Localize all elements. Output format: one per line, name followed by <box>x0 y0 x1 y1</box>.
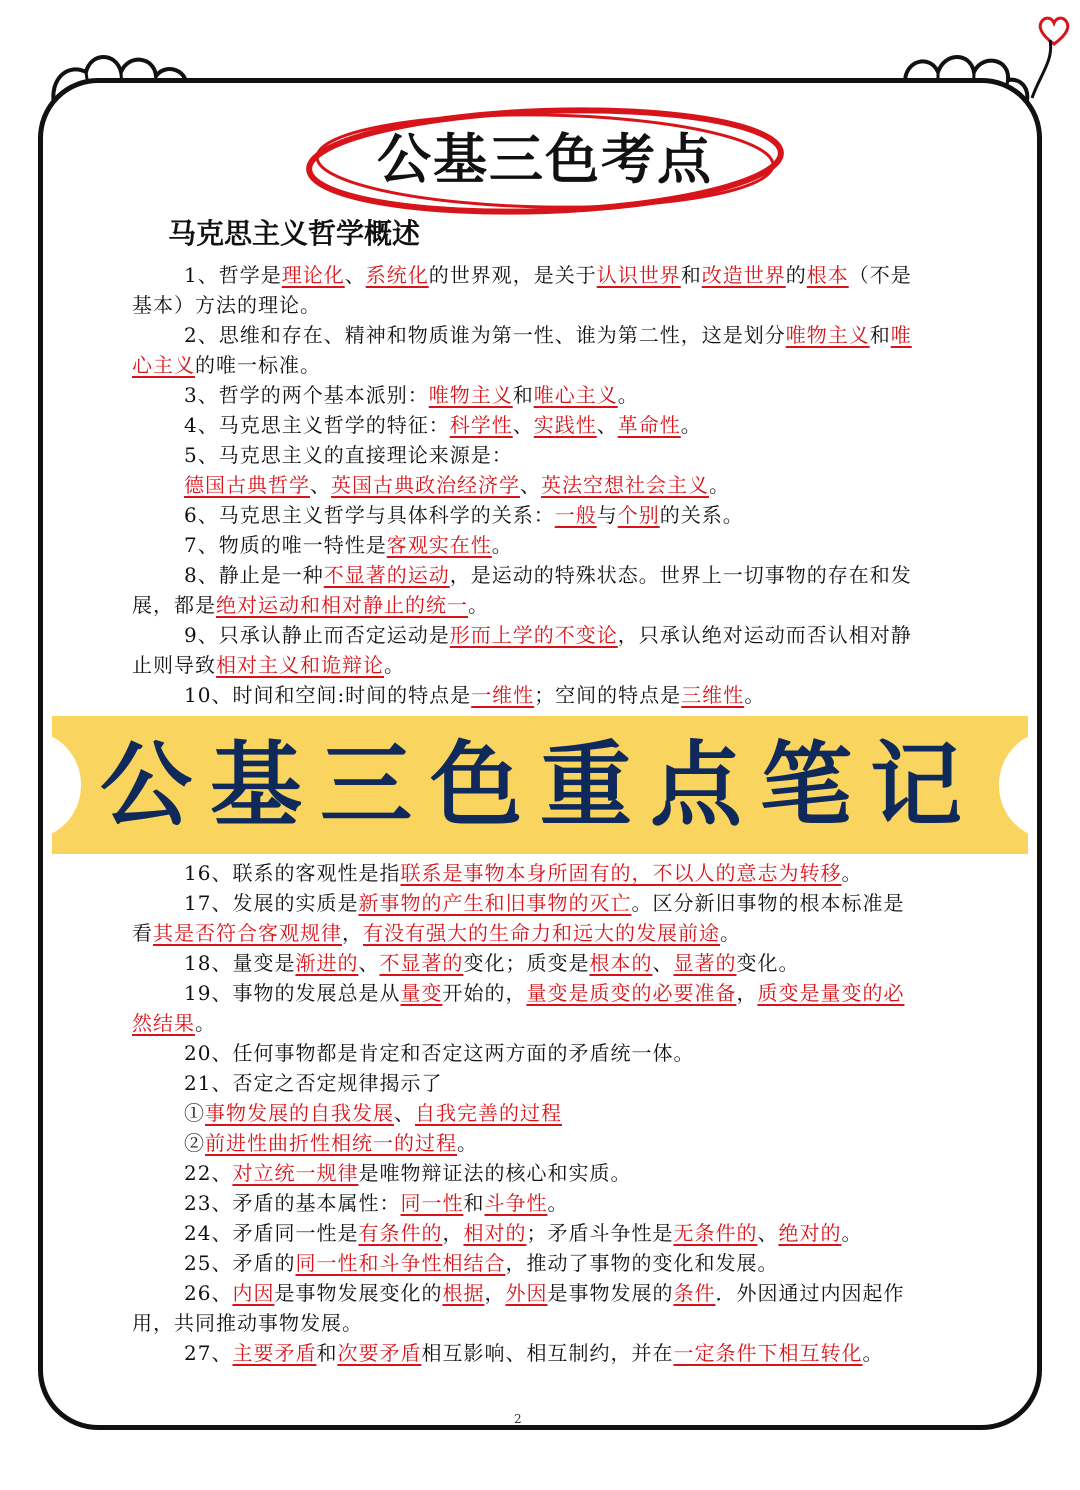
highlight-text: 英法空想社会主义 <box>541 473 709 497</box>
paragraph-p5 <box>132 440 922 470</box>
body-text: ① <box>184 1101 205 1125</box>
paragraph-p19 <box>132 978 922 1038</box>
highlight-text: 形而上学的不变论 <box>449 623 618 647</box>
body-text: ，是运动的特殊状态。世界上一切事物的存在和发展，都是 <box>132 563 912 617</box>
banner-text: 公基三色重点笔记 <box>99 731 980 839</box>
body-text: 是唯物辩证法的核心和实质。 <box>358 1161 632 1185</box>
body-text: ．外因通过内因起作用，共同推动事物发展。 <box>132 1281 905 1335</box>
body-text: 的唯一标准。 <box>195 353 321 377</box>
body-text: 5、马克思主义的直接理论来源是： <box>184 443 513 467</box>
paragraph-p16 <box>132 858 922 888</box>
highlight-text: 外因 <box>505 1281 548 1305</box>
highlight-text: 不显著的 <box>379 951 464 975</box>
paragraph-p21b <box>132 1128 922 1158</box>
body-text: 。 <box>720 921 741 945</box>
body-text: 变化；质变是 <box>463 951 590 975</box>
highlight-text: 新事物的产生和旧事物的灭亡 <box>358 891 632 915</box>
highlight-text: 客观实在性 <box>386 533 492 557</box>
body-text: 24、矛盾同一性是 <box>184 1221 359 1245</box>
body-text: 。 <box>384 653 405 677</box>
highlight-text: 科学性 <box>449 413 513 437</box>
highlight-text: 相对主义和诡辩论 <box>216 653 384 677</box>
body-text: 4、马克思主义哲学的特征： <box>184 413 450 437</box>
body-text: ；矛盾斗争性是 <box>526 1221 674 1245</box>
highlight-text: 三维性 <box>681 683 745 707</box>
body-text: 。 <box>680 413 702 437</box>
paragraph-p5b <box>132 470 922 500</box>
top-content <box>132 260 922 710</box>
highlight-text: 一定条件下相互转化 <box>673 1341 863 1365</box>
paragraph-p2 <box>132 320 922 380</box>
body-text: 、 <box>520 473 541 497</box>
body-text: 、 <box>652 951 674 975</box>
body-text: 25、矛盾的 <box>184 1251 296 1275</box>
body-text: ， <box>342 921 363 945</box>
body-text: 和 <box>316 1341 338 1365</box>
body-text: 。 <box>547 1191 569 1215</box>
body-text: 16、联系的客观性是指 <box>184 861 401 885</box>
body-text: 17、发展的实质是 <box>184 891 359 915</box>
highlight-text: 个别 <box>617 503 660 527</box>
paragraph-p7 <box>132 530 922 560</box>
banner <box>52 716 1028 854</box>
bottom-content <box>132 858 922 1368</box>
body-text: 9、只承认静止而否定运动是 <box>184 623 450 647</box>
body-text: 和 <box>463 1191 485 1215</box>
highlight-text: 渐进的 <box>295 951 359 975</box>
paragraph-p20 <box>132 1038 922 1068</box>
highlight-text: 次要矛盾 <box>337 1341 422 1365</box>
section-title: 马克思主义哲学概述 <box>168 217 421 250</box>
body-text: ，只承认绝对运动而否认相对静止则导致 <box>132 623 912 677</box>
highlight-text: 实践性 <box>533 413 597 437</box>
highlight-text: 联系是事物本身所固有的，不以人的意志为转移 <box>400 861 842 885</box>
highlight-text: 根本 <box>806 263 849 287</box>
body-text: 6、马克思主义哲学与具体科学的关系： <box>184 503 555 527</box>
body-text: 。 <box>744 683 766 707</box>
body-text: ， <box>484 1281 506 1305</box>
body-text: 7、物质的唯一特性是 <box>184 533 387 557</box>
heart-stem-decoration <box>1030 40 1060 100</box>
body-text: 和 <box>680 263 702 287</box>
body-text: 。 <box>617 383 639 407</box>
body-text: 的世界观，是关于 <box>428 263 597 287</box>
body-text: ，推动了事物的变化和发展。 <box>505 1251 779 1275</box>
body-text: 。 <box>709 473 730 497</box>
highlight-text: 认识世界 <box>596 263 681 287</box>
page-number: 2 <box>514 1412 522 1426</box>
body-text: 。 <box>195 1011 216 1035</box>
highlight-text: 事物发展的自我发展 <box>205 1101 394 1125</box>
paragraph-p26 <box>132 1278 922 1338</box>
highlight-text: 相对的 <box>463 1221 527 1245</box>
paragraph-p3 <box>132 380 922 410</box>
paragraph-p9 <box>132 620 922 680</box>
body-text: 是事物发展变化的 <box>274 1281 443 1305</box>
body-text: 2、思维和存在、精神和物质谁为第一性、谁为第二性，这是划分 <box>184 323 786 347</box>
highlight-text: 系统化 <box>365 263 429 287</box>
highlight-text: 绝对的 <box>778 1221 842 1245</box>
body-text: 22、 <box>184 1161 233 1185</box>
body-text: 。 <box>862 1341 884 1365</box>
body-text: 20、任何事物都是肯定和否定这两方面的矛盾统一体。 <box>184 1041 695 1065</box>
paragraph-p6 <box>132 500 922 530</box>
body-text: 、 <box>596 413 618 437</box>
highlight-text: 斗争性 <box>484 1191 548 1215</box>
highlight-text: 不显著的运动 <box>323 563 450 587</box>
highlight-text: 绝对运动和相对静止的统一 <box>216 593 468 617</box>
paragraph-p8 <box>132 560 922 620</box>
page-title: 公基三色考点 <box>377 128 713 191</box>
paragraph-p1 <box>132 260 922 320</box>
highlight-text: 唯物主义 <box>428 383 513 407</box>
paragraph-p27 <box>132 1338 922 1368</box>
body-text: 。 <box>468 593 489 617</box>
highlight-text: 对立统一规律 <box>232 1161 359 1185</box>
highlight-text: 唯心主义 <box>533 383 618 407</box>
highlight-text: 有条件的 <box>358 1221 443 1245</box>
body-text: 18、量变是 <box>184 951 296 975</box>
highlight-text: 其是否符合客观规律 <box>153 921 342 945</box>
paragraph-p21 <box>132 1068 922 1098</box>
body-text: 和 <box>869 323 891 347</box>
body-text: ， <box>736 981 758 1005</box>
paragraph-p24 <box>132 1218 922 1248</box>
highlight-text: 前进性曲折性相统一的过程 <box>205 1131 457 1155</box>
highlight-text: 质变是量变的必然结果 <box>132 981 905 1035</box>
body-text: 与 <box>596 503 618 527</box>
highlight-text: 主要矛盾 <box>232 1341 317 1365</box>
highlight-text: 唯物主义 <box>785 323 870 347</box>
body-text: 19、事物的发展总是从 <box>184 981 401 1005</box>
highlight-text: 条件 <box>673 1281 716 1305</box>
highlight-text: 英国古典政治经济学 <box>331 473 520 497</box>
paragraph-p18 <box>132 948 922 978</box>
body-text: 10、时间和空间:时间的特点是 <box>184 683 472 707</box>
body-text: 。 <box>457 1131 478 1155</box>
highlight-text: 同一性 <box>400 1191 464 1215</box>
body-text: 。 <box>841 1221 863 1245</box>
highlight-text: 内因 <box>232 1281 275 1305</box>
body-text: 、 <box>344 263 366 287</box>
body-text: 1、哲学是 <box>184 263 282 287</box>
highlight-text: 自我完善的过程 <box>415 1101 562 1125</box>
paragraph-p17 <box>132 888 922 948</box>
body-text: 和 <box>512 383 534 407</box>
highlight-text: 唯心主义 <box>132 323 912 377</box>
body-text: 变化。 <box>736 951 800 975</box>
highlight-text: 量变 <box>400 981 443 1005</box>
body-text: 、 <box>358 951 380 975</box>
highlight-text: 改造世界 <box>701 263 786 287</box>
body-text: 、 <box>512 413 534 437</box>
body-text: 、 <box>310 473 331 497</box>
highlight-text: 理论化 <box>281 263 345 287</box>
body-text: 的关系。 <box>659 503 744 527</box>
body-text: 。 <box>491 533 513 557</box>
body-text: ② <box>184 1131 205 1155</box>
highlight-text: 有没有强大的生命力和远大的发展前途 <box>363 921 720 945</box>
highlight-text: 德国古典哲学 <box>184 473 310 497</box>
paragraph-p22 <box>132 1158 922 1188</box>
highlight-text: 无条件的 <box>673 1221 758 1245</box>
highlight-text: 显著的 <box>673 951 737 975</box>
body-text: 26、 <box>184 1281 233 1305</box>
body-text: （不是基本）方法的理论。 <box>132 263 912 317</box>
highlight-text: 量变是质变的必要准备 <box>526 981 737 1005</box>
highlight-text: 革命性 <box>617 413 681 437</box>
body-text: 相互影响、相互制约，并在 <box>421 1341 674 1365</box>
body-text: 23、矛盾的基本属性： <box>184 1191 401 1215</box>
body-text: ， <box>442 1221 464 1245</box>
body-text: 21、否定之否定规律揭示了 <box>184 1071 443 1095</box>
highlight-text: 一般 <box>554 503 597 527</box>
highlight-text: 同一性和斗争性相结合 <box>295 1251 506 1275</box>
paragraph-p25 <box>132 1248 922 1278</box>
paragraph-p21a <box>132 1098 922 1128</box>
body-text: 、 <box>757 1221 779 1245</box>
body-text: 8、静止是一种 <box>184 563 324 587</box>
body-text: 开始的， <box>442 981 527 1005</box>
highlight-text: 一维性 <box>471 683 535 707</box>
body-text: 27、 <box>184 1341 233 1365</box>
body-text: 、 <box>394 1101 415 1125</box>
paragraph-p23 <box>132 1188 922 1218</box>
body-text: 3、哲学的两个基本派别： <box>184 383 429 407</box>
highlight-text: 根本的 <box>589 951 653 975</box>
body-text: 是事物发展的 <box>547 1281 674 1305</box>
highlight-text: 根据 <box>442 1281 485 1305</box>
body-text: ；空间的特点是 <box>534 683 682 707</box>
paragraph-p4 <box>132 410 922 440</box>
body-text: 。区分新旧事物的根本标准是看 <box>132 891 905 945</box>
paragraph-p10 <box>132 680 922 710</box>
body-text: 。 <box>841 861 863 885</box>
body-text: 的 <box>785 263 807 287</box>
title-area <box>300 95 790 225</box>
